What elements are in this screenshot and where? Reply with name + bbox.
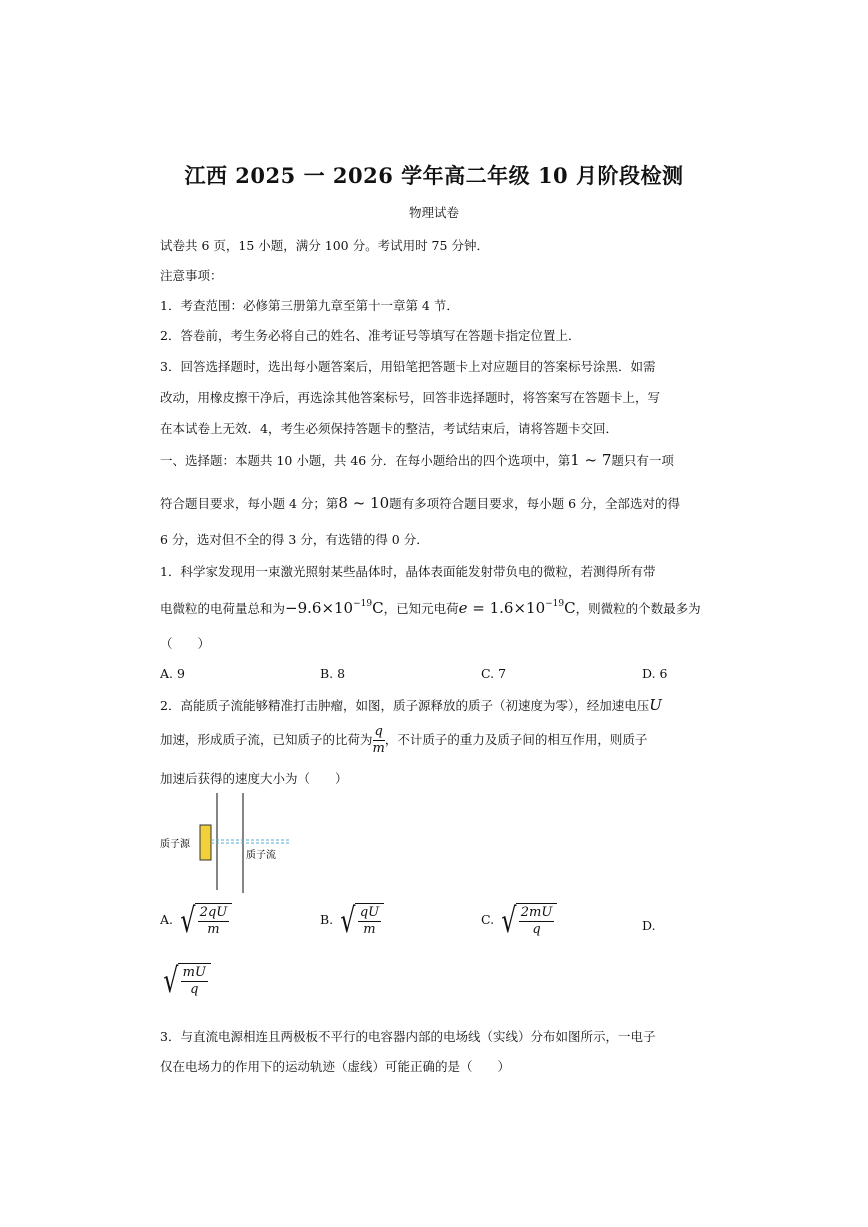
q2-stem-line3: 加速后获得的速度大小为（ ）: [160, 771, 348, 786]
denominator: m: [207, 922, 220, 937]
range-math: 8 ~ 10: [338, 494, 390, 512]
option-label: C.: [481, 912, 495, 927]
q2-option-a: [160, 900, 232, 941]
denominator: m: [363, 922, 376, 937]
q2-option-d-label: D.: [642, 918, 656, 933]
sqrt-expression: [177, 900, 232, 941]
section-heading-line3: 6 分，选对但不全的得 3 分，有选错的得 0 分．: [160, 532, 429, 547]
section-text: 题只有一项: [611, 453, 674, 468]
ratio-numerator: q: [374, 724, 383, 739]
elementary-charge: [459, 599, 576, 617]
q2-text: 加速，形成质子流，已知质子的比荷为: [160, 732, 373, 747]
charge-exponent: −19: [353, 599, 373, 609]
denominator: q: [532, 922, 541, 937]
charge-total: [285, 599, 384, 617]
fraction: [198, 905, 230, 938]
option-label: B.: [320, 912, 334, 927]
numerator: mU: [182, 965, 206, 980]
denominator: q: [190, 982, 199, 997]
proton-source-block: [200, 825, 211, 860]
exam-info: 试卷共 6 页，15 小题，满分 100 分。考试用时 75 分钟．: [160, 238, 489, 253]
section-text: 一、选择题：本题共 10 小题，共 46 分．在每小题给出的四个选项中，第: [160, 453, 571, 468]
charge-unit: C: [372, 599, 384, 617]
proton-accelerator-figure: [160, 790, 300, 895]
page-title: 江西 2025 一 2026 学年高二年级 10 月阶段检测: [184, 163, 684, 188]
notice-item-2: 2．答卷前，考生务必将自己的姓名、准考证号等填写在答题卡指定位置上．: [160, 328, 581, 343]
page-subtitle: 物理试卷: [408, 205, 459, 220]
voltage-symbol: U: [649, 696, 662, 714]
q1-text: 电微粒的电荷量总和为: [160, 601, 286, 616]
notice-item-3-line3: 在本试卷上无效．4，考生必须保持答题卡的整洁，考试结束后，请将答题卡交回．: [160, 421, 618, 436]
e-value: = 1.6×10: [467, 599, 546, 617]
section-text: 符合题目要求，每小题 4 分；第: [160, 496, 339, 511]
option-label: A.: [160, 912, 174, 927]
q2-option-b: [320, 900, 384, 941]
e-unit: C: [564, 599, 576, 617]
q1-blank: （ ）: [160, 636, 211, 651]
numerator: 2mU: [520, 905, 553, 920]
q2-stem-line2: [160, 724, 647, 757]
ratio-denominator: m: [372, 741, 385, 756]
sqrt-expression: [337, 900, 384, 941]
q3-stem-line2: 仅在电场力的作用下的运动轨迹（虚线）可能正确的是（ ）: [160, 1059, 511, 1074]
sqrt-icon: √: [163, 960, 179, 1001]
q2-stem-line1: [160, 696, 662, 714]
q1-stem-line2: [160, 599, 701, 617]
sqrt-expression: [160, 960, 211, 1001]
figure-svg: [160, 790, 300, 895]
notice-item-3-line1: 3．回答选择题时，选出每小题答案后，用铅笔把答题卡上对应题目的答案标号涂黑．如需: [160, 359, 656, 374]
numerator: qU: [359, 905, 380, 920]
proton-stream-label: 质子流: [246, 850, 276, 861]
proton-source-label: 质子源: [160, 839, 190, 850]
q2-text: 2．高能质子流能够精准打击肿瘤，如图，质子源释放的质子（初速度为零），经加速电压: [160, 698, 650, 713]
q2-option-c: [481, 900, 557, 941]
notice-item-3-line2: 改动，用橡皮擦干净后，再选涂其他答案标号，回答非选择题时，将答案写在答题卡上，写: [160, 390, 661, 405]
fraction: [181, 965, 208, 998]
section-heading-line2: [160, 494, 680, 512]
charge-mantissa: −9.6×10: [285, 599, 354, 617]
q1-text: ，则微粒的个数最多为: [575, 601, 701, 616]
q1-option-a: A. 9: [160, 666, 185, 681]
range-math: 1 ~ 7: [570, 451, 612, 469]
q1-text: ，已知元电荷: [383, 601, 459, 616]
q1-option-d: D. 6: [642, 666, 668, 681]
sqrt-icon: √: [180, 900, 196, 941]
q2-option-d: [160, 960, 211, 1001]
sqrt-icon: √: [501, 900, 517, 941]
q2-text: ，不计质子的重力及质子间的相互作用，则质子: [384, 732, 648, 747]
charge-mass-ratio: [373, 724, 385, 757]
numerator: 2qU: [199, 905, 228, 920]
sqrt-icon: √: [340, 900, 356, 941]
fraction: [358, 905, 381, 938]
fraction: [519, 905, 555, 938]
e-symbol: e: [458, 599, 468, 617]
notice-item-1: 1．考查范围：必修第三册第九章至第十一章第 4 节．: [160, 298, 459, 313]
notice-label: 注意事项：: [160, 268, 223, 283]
q1-option-c: C. 7: [481, 666, 507, 681]
q3-stem-line1: 3．与直流电源相连且两极板不平行的电容器内部的电场线（实线）分布如图所示，一电子: [160, 1029, 656, 1044]
q1-option-b: B. 8: [320, 666, 346, 681]
sqrt-expression: [498, 900, 557, 941]
e-exponent: −19: [545, 599, 565, 609]
q1-stem-line1: 1．科学家发现用一束激光照射某些晶体时，晶体表面能发射带负电的微粒，若测得所有带: [160, 564, 656, 579]
section-heading-line1: [160, 451, 674, 469]
section-text: 题有多项符合题目要求，每小题 6 分，全部选对的得: [389, 496, 681, 511]
